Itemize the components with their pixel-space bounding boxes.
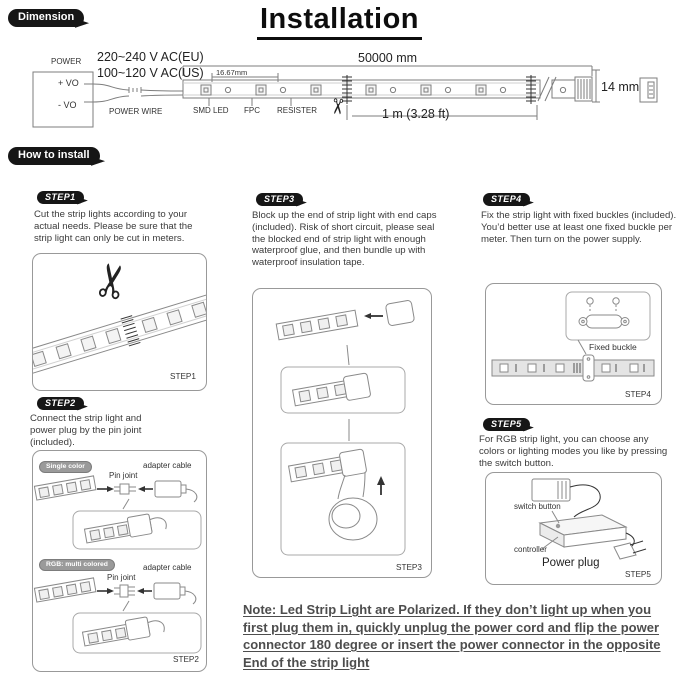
resister-label: RESISTER bbox=[277, 106, 318, 115]
step4-figure-label: STEP4 bbox=[625, 390, 651, 399]
fpc-label: FPC bbox=[244, 106, 260, 115]
total-length-label: 50000 mm bbox=[358, 51, 418, 65]
pin-joint-label: Pin joint bbox=[109, 471, 138, 480]
scissors-icon: ✂ bbox=[324, 96, 351, 117]
step3-badge: STEP3 bbox=[256, 193, 303, 206]
strip-width-label: 14 mm bbox=[601, 80, 640, 94]
smd-led-label: SMD LED bbox=[193, 106, 229, 115]
rgb-multi-colored-badge: RGB: multi colored bbox=[39, 559, 115, 571]
plus-terminal-label: + VO bbox=[58, 78, 79, 88]
step1-badge: STEP1 bbox=[37, 191, 84, 204]
wire-splice bbox=[129, 87, 141, 93]
cut-mark-right bbox=[526, 75, 536, 104]
step2-text: Connect the strip light and power plug by the pin joint (included). bbox=[30, 413, 142, 448]
adapter-cable-label: adapter cable bbox=[143, 461, 192, 470]
polarity-note: Note: Led Strip Light are Polarized. If they don’t light up when you first plug them in, quickly unplug the power cord and flip the power connector 180 degree or insert the power connector in the opposite End of the strip light bbox=[243, 602, 661, 670]
step3-figure bbox=[252, 288, 432, 578]
step4-badge: STEP4 bbox=[483, 193, 530, 206]
cut-length-label: 1 m (3.28 ft) bbox=[382, 107, 450, 121]
step5-text: For RGB strip light, you can choose any colors or lighting modes you like by pressing the switch button. bbox=[479, 434, 668, 469]
fixed-buckle-label: Fixed buckle bbox=[589, 342, 637, 352]
dimension-badge: Dimension bbox=[8, 9, 84, 27]
adapter-cable-label: adapter cable bbox=[143, 563, 192, 572]
step2-badge: STEP2 bbox=[37, 397, 84, 410]
minus-terminal-label: - VO bbox=[58, 100, 77, 110]
led-pitch-label: 16.67mm bbox=[216, 68, 248, 77]
scissors-icon: ✂ bbox=[82, 257, 143, 305]
switch-button-label: switch button bbox=[514, 502, 561, 511]
power-label: POWER bbox=[51, 57, 82, 66]
step4-figure bbox=[485, 283, 662, 405]
step5-badge: STEP5 bbox=[483, 418, 530, 431]
controller-label: controller bbox=[514, 545, 547, 554]
end-cap-drawing bbox=[253, 289, 431, 577]
step1-figure bbox=[32, 253, 207, 391]
step2-figure-label: STEP2 bbox=[173, 655, 199, 664]
step5-figure-label: STEP5 bbox=[625, 570, 651, 579]
voltage-us-label: 100~120 V AC(US) bbox=[97, 66, 204, 80]
single-color-badge: Single color bbox=[39, 461, 92, 473]
step5-figure bbox=[485, 472, 662, 585]
power-wire-label: POWER WIRE bbox=[109, 107, 163, 116]
page-title: Installation bbox=[0, 3, 679, 40]
step3-figure-label: STEP3 bbox=[396, 563, 422, 572]
pin-joint-label: Pin joint bbox=[107, 573, 136, 582]
step2-figure bbox=[32, 450, 207, 672]
power-plug-label: Power plug bbox=[542, 557, 600, 569]
step3-text: Block up the end of strip light with end caps (included). Risk of short circuit, please seal the blocked end of strip light with enough waterproof glue, and then bundle up with waterproof insulation tape. bbox=[252, 210, 437, 269]
step1-text: Cut the strip lights according to your actual needs. Please be sure that the strip light can only be cut in meters. bbox=[34, 209, 193, 244]
resistors bbox=[225, 87, 565, 92]
step4-text: Fix the strip light with fixed buckles (included). You’d better use at least one fixed buckle per meter. Then turn on the power supply. bbox=[481, 210, 677, 245]
voltage-eu-label: 220~240 V AC(EU) bbox=[97, 50, 204, 64]
how-to-install-badge: How to install bbox=[8, 147, 100, 165]
step1-figure-label: STEP1 bbox=[170, 372, 196, 381]
